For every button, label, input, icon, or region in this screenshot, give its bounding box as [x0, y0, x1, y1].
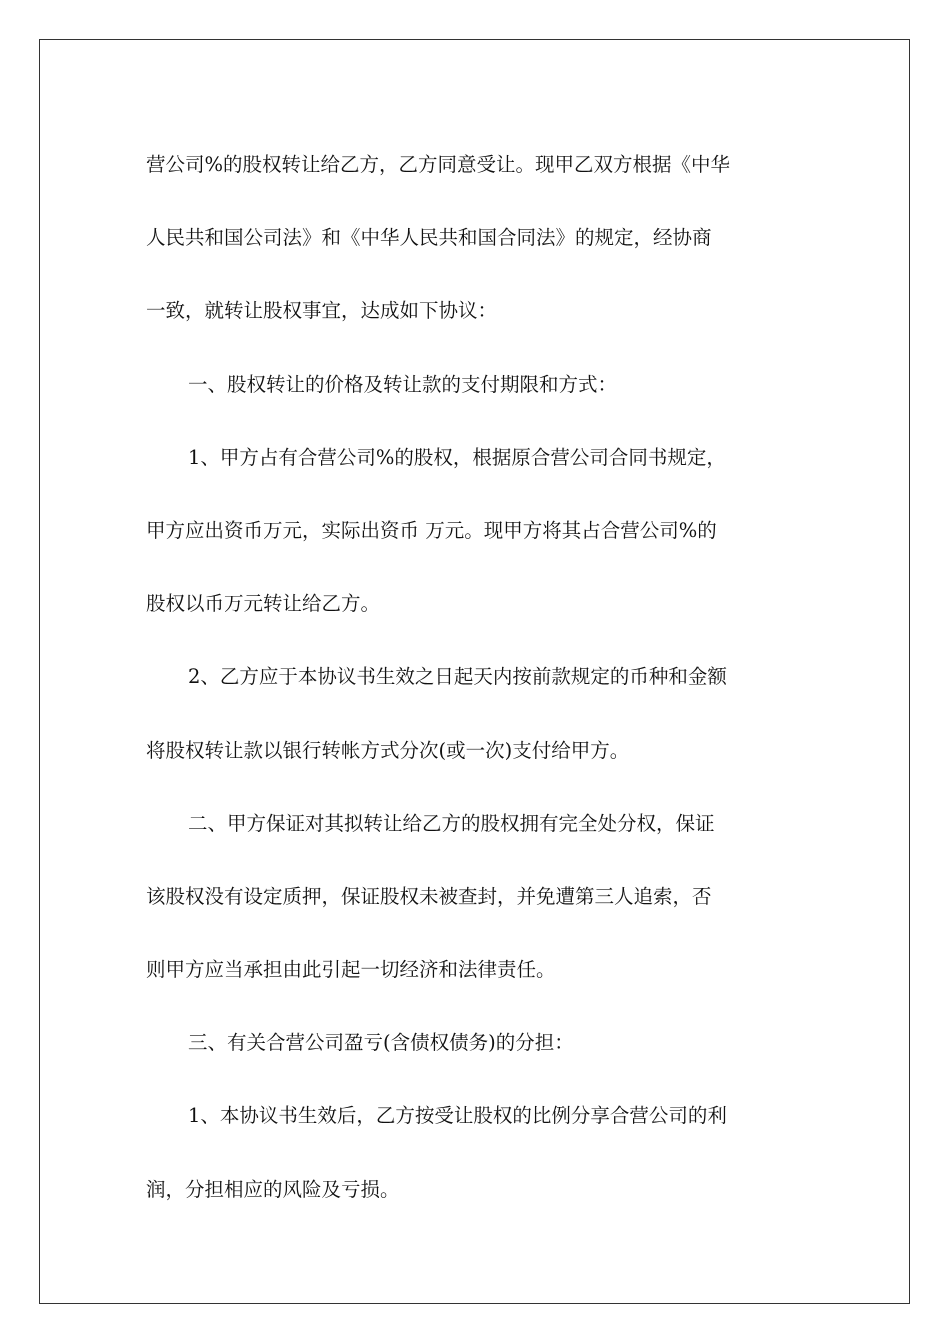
- section-heading-2: 二、甲方保证对其拟转让给乙方的股权拥有完全处分权，保证: [188, 811, 715, 835]
- document-body: [146, 128, 810, 1226]
- text-line-5: 1、甲方占有合营公司%的股权，根据原合营公司合同书规定，: [188, 445, 726, 469]
- text-line-9: 将股权转让款以银行转帐方式分次(或一次)支付给甲方。: [146, 738, 630, 762]
- text-line-3: 一致，就转让股权事宜，达成如下协议：: [146, 299, 498, 323]
- text-line-14: 1、本协议书生效后，乙方按受让股权的比例分享合营公司的利: [188, 1104, 727, 1128]
- text-line-2: 人民共和国公司法》和《中华人民共和国合同法》的规定，经协商: [146, 226, 712, 250]
- text-line-11: 该股权没有设定质押，保证股权未被查封，并免遭第三人追索，否: [146, 884, 712, 908]
- text-line-15: 润，分担相应的风险及亏损。: [146, 1177, 400, 1201]
- text-line-12: 则甲方应当承担由此引起一切经济和法律责任。: [146, 958, 556, 982]
- text-line-6: 甲方应出资币万元，实际出资币 万元。现甲方将其占合营公司%的: [146, 518, 717, 542]
- text-line-1: 营公司%的股权转让给乙方，乙方同意受让。现甲乙双方根据《中华: [146, 153, 731, 176]
- text-line-7: 股权以币万元转让给乙方。: [146, 592, 381, 616]
- section-heading-3: 三、有关合营公司盈亏(含债权债务)的分担：: [188, 1031, 574, 1055]
- section-heading-1: 一、股权转让的价格及转让款的支付期限和方式：: [188, 372, 618, 396]
- text-line-8: 2、乙方应于本协议书生效之日起天内按前款规定的币种和金额: [188, 665, 727, 689]
